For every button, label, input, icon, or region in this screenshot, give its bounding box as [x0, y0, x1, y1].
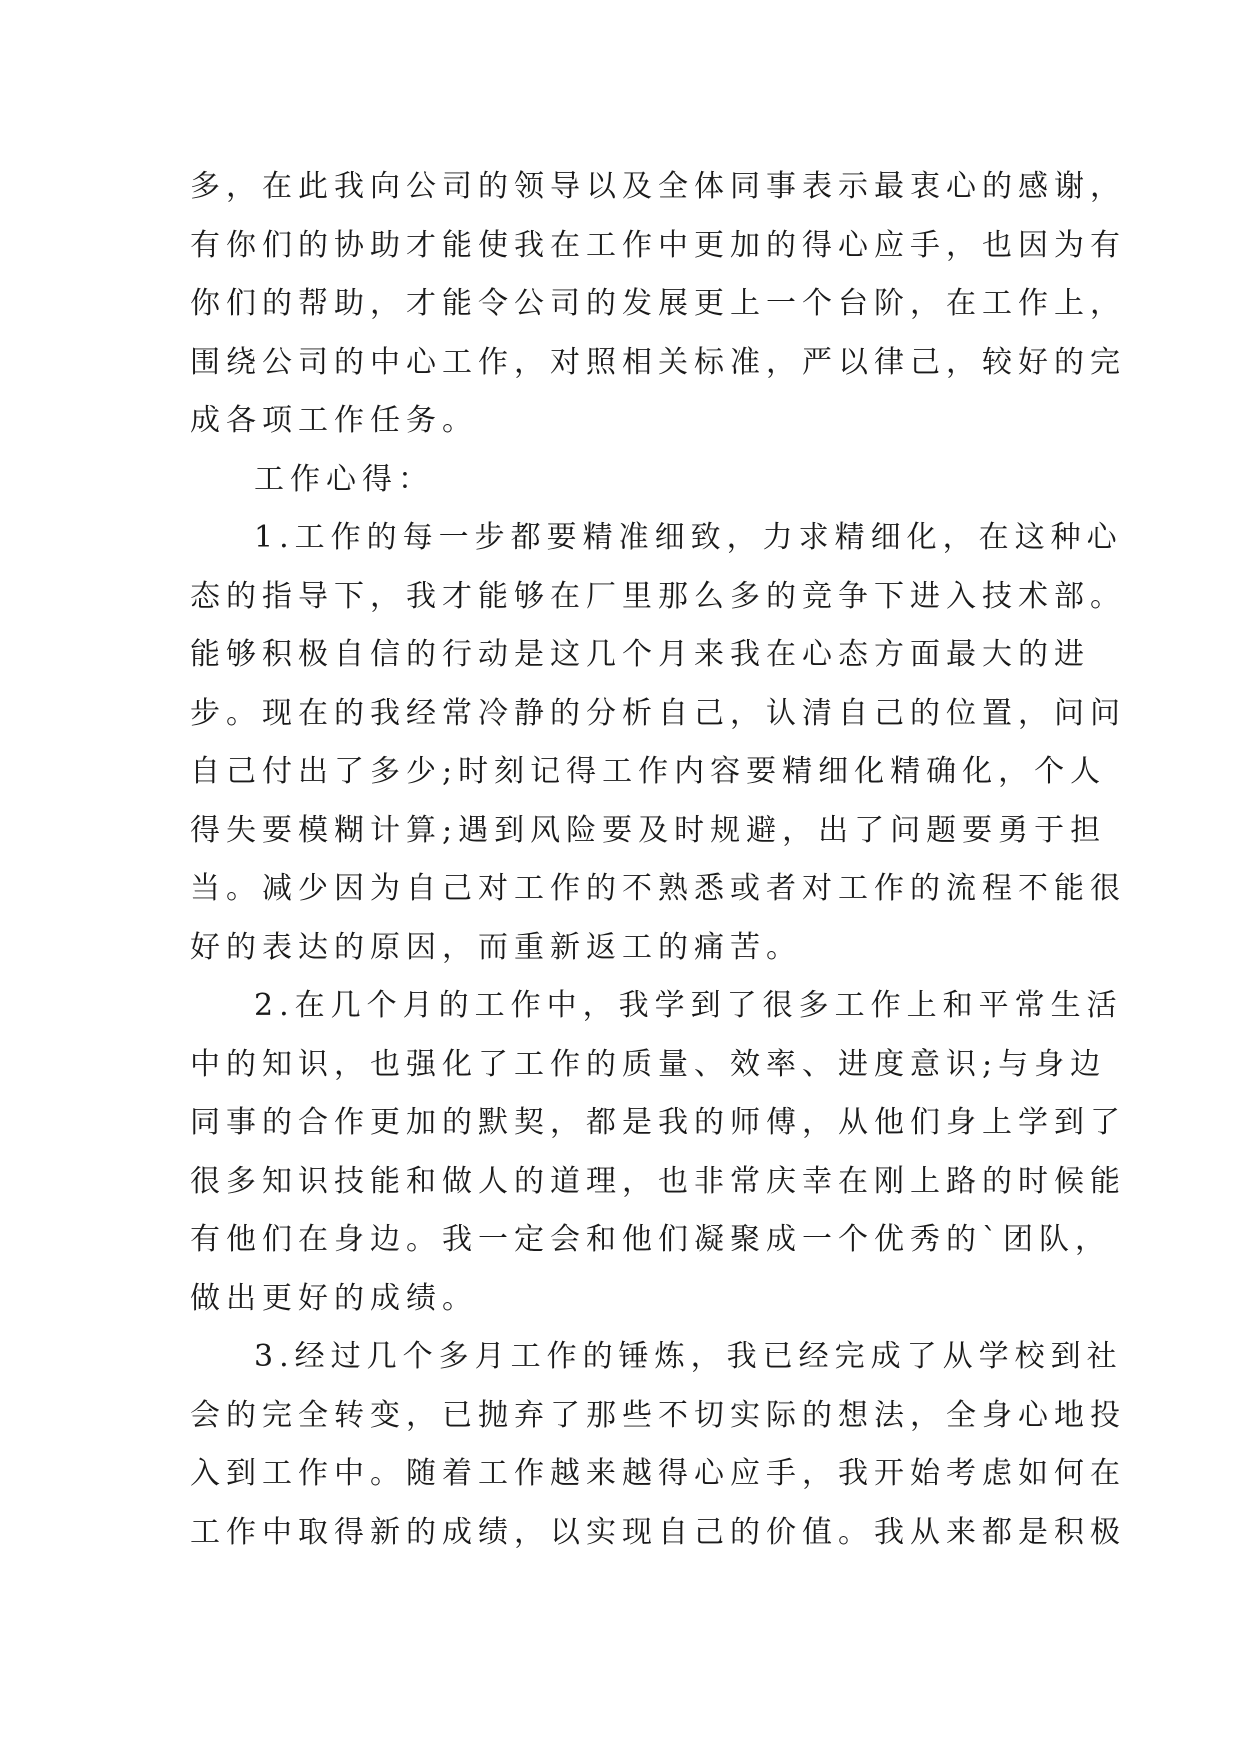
document-body	[190, 158, 1126, 1562]
text-line: 2.在几个月的工作中，我学到了很多工作上和平常生活	[254, 988, 1123, 1023]
text-line: 中的知识，也强化了工作的质量、效率、进度意识;与身边	[190, 1046, 1107, 1082]
text-line: 步。现在的我经常冷静的分析自己，认清自己的位置，问问	[190, 695, 1126, 731]
text-line: 多，在此我向公司的领导以及全体同事表示最衷心的感谢，	[190, 169, 1126, 204]
text-line: 得失要模糊计算;遇到风险要及时规避，出了问题要勇于担	[190, 812, 1107, 848]
section-heading: 工作心得：	[254, 461, 434, 497]
text-line: 入到工作中。随着工作越来越得心应手，我开始考虑如何在	[190, 1456, 1126, 1491]
text-line: 好的表达的原因，而重新返工的痛苦。	[190, 929, 802, 965]
text-line: 有他们在身边。我一定会和他们凝聚成一个优秀的`团队，	[190, 1222, 1111, 1257]
text-line: 围绕公司的中心工作，对照相关标准，严以律己，较好的完	[190, 344, 1126, 380]
text-line: 成各项工作任务。	[190, 403, 478, 438]
text-line: 1.工作的每一步都要精准细致，力求精细化，在这种心	[254, 520, 1123, 555]
text-line: 做出更好的成绩。	[190, 1280, 478, 1316]
text-line: 会的完全转变，已抛弃了那些不切实际的想法，全身心地投	[190, 1397, 1126, 1433]
text-line: 自己付出了多少;时刻记得工作内容要精细化精确化，个人	[190, 754, 1107, 789]
text-line: 很多知识技能和做人的道理，也非常庆幸在刚上路的时候能	[190, 1163, 1126, 1199]
text-line: 工作中取得新的成绩，以实现自己的价值。我从来都是积极	[190, 1514, 1126, 1550]
text-line: 能够积极自信的行动是这几个月来我在心态方面最大的进	[190, 637, 1090, 672]
text-line: 你们的帮助，才能令公司的发展更上一个台阶，在工作上，	[190, 286, 1126, 321]
text-line: 有你们的协助才能使我在工作中更加的得心应手，也因为有	[190, 227, 1126, 263]
text-line: 同事的合作更加的默契，都是我的师傅，从他们身上学到了	[190, 1105, 1126, 1140]
text-line: 3.经过几个多月工作的锤炼，我已经完成了从学校到社	[254, 1339, 1123, 1374]
text-line: 当。减少因为自己对工作的不熟悉或者对工作的流程不能很	[190, 871, 1126, 906]
text-line: 态的指导下，我才能够在厂里那么多的竞争下进入技术部。	[190, 578, 1126, 614]
